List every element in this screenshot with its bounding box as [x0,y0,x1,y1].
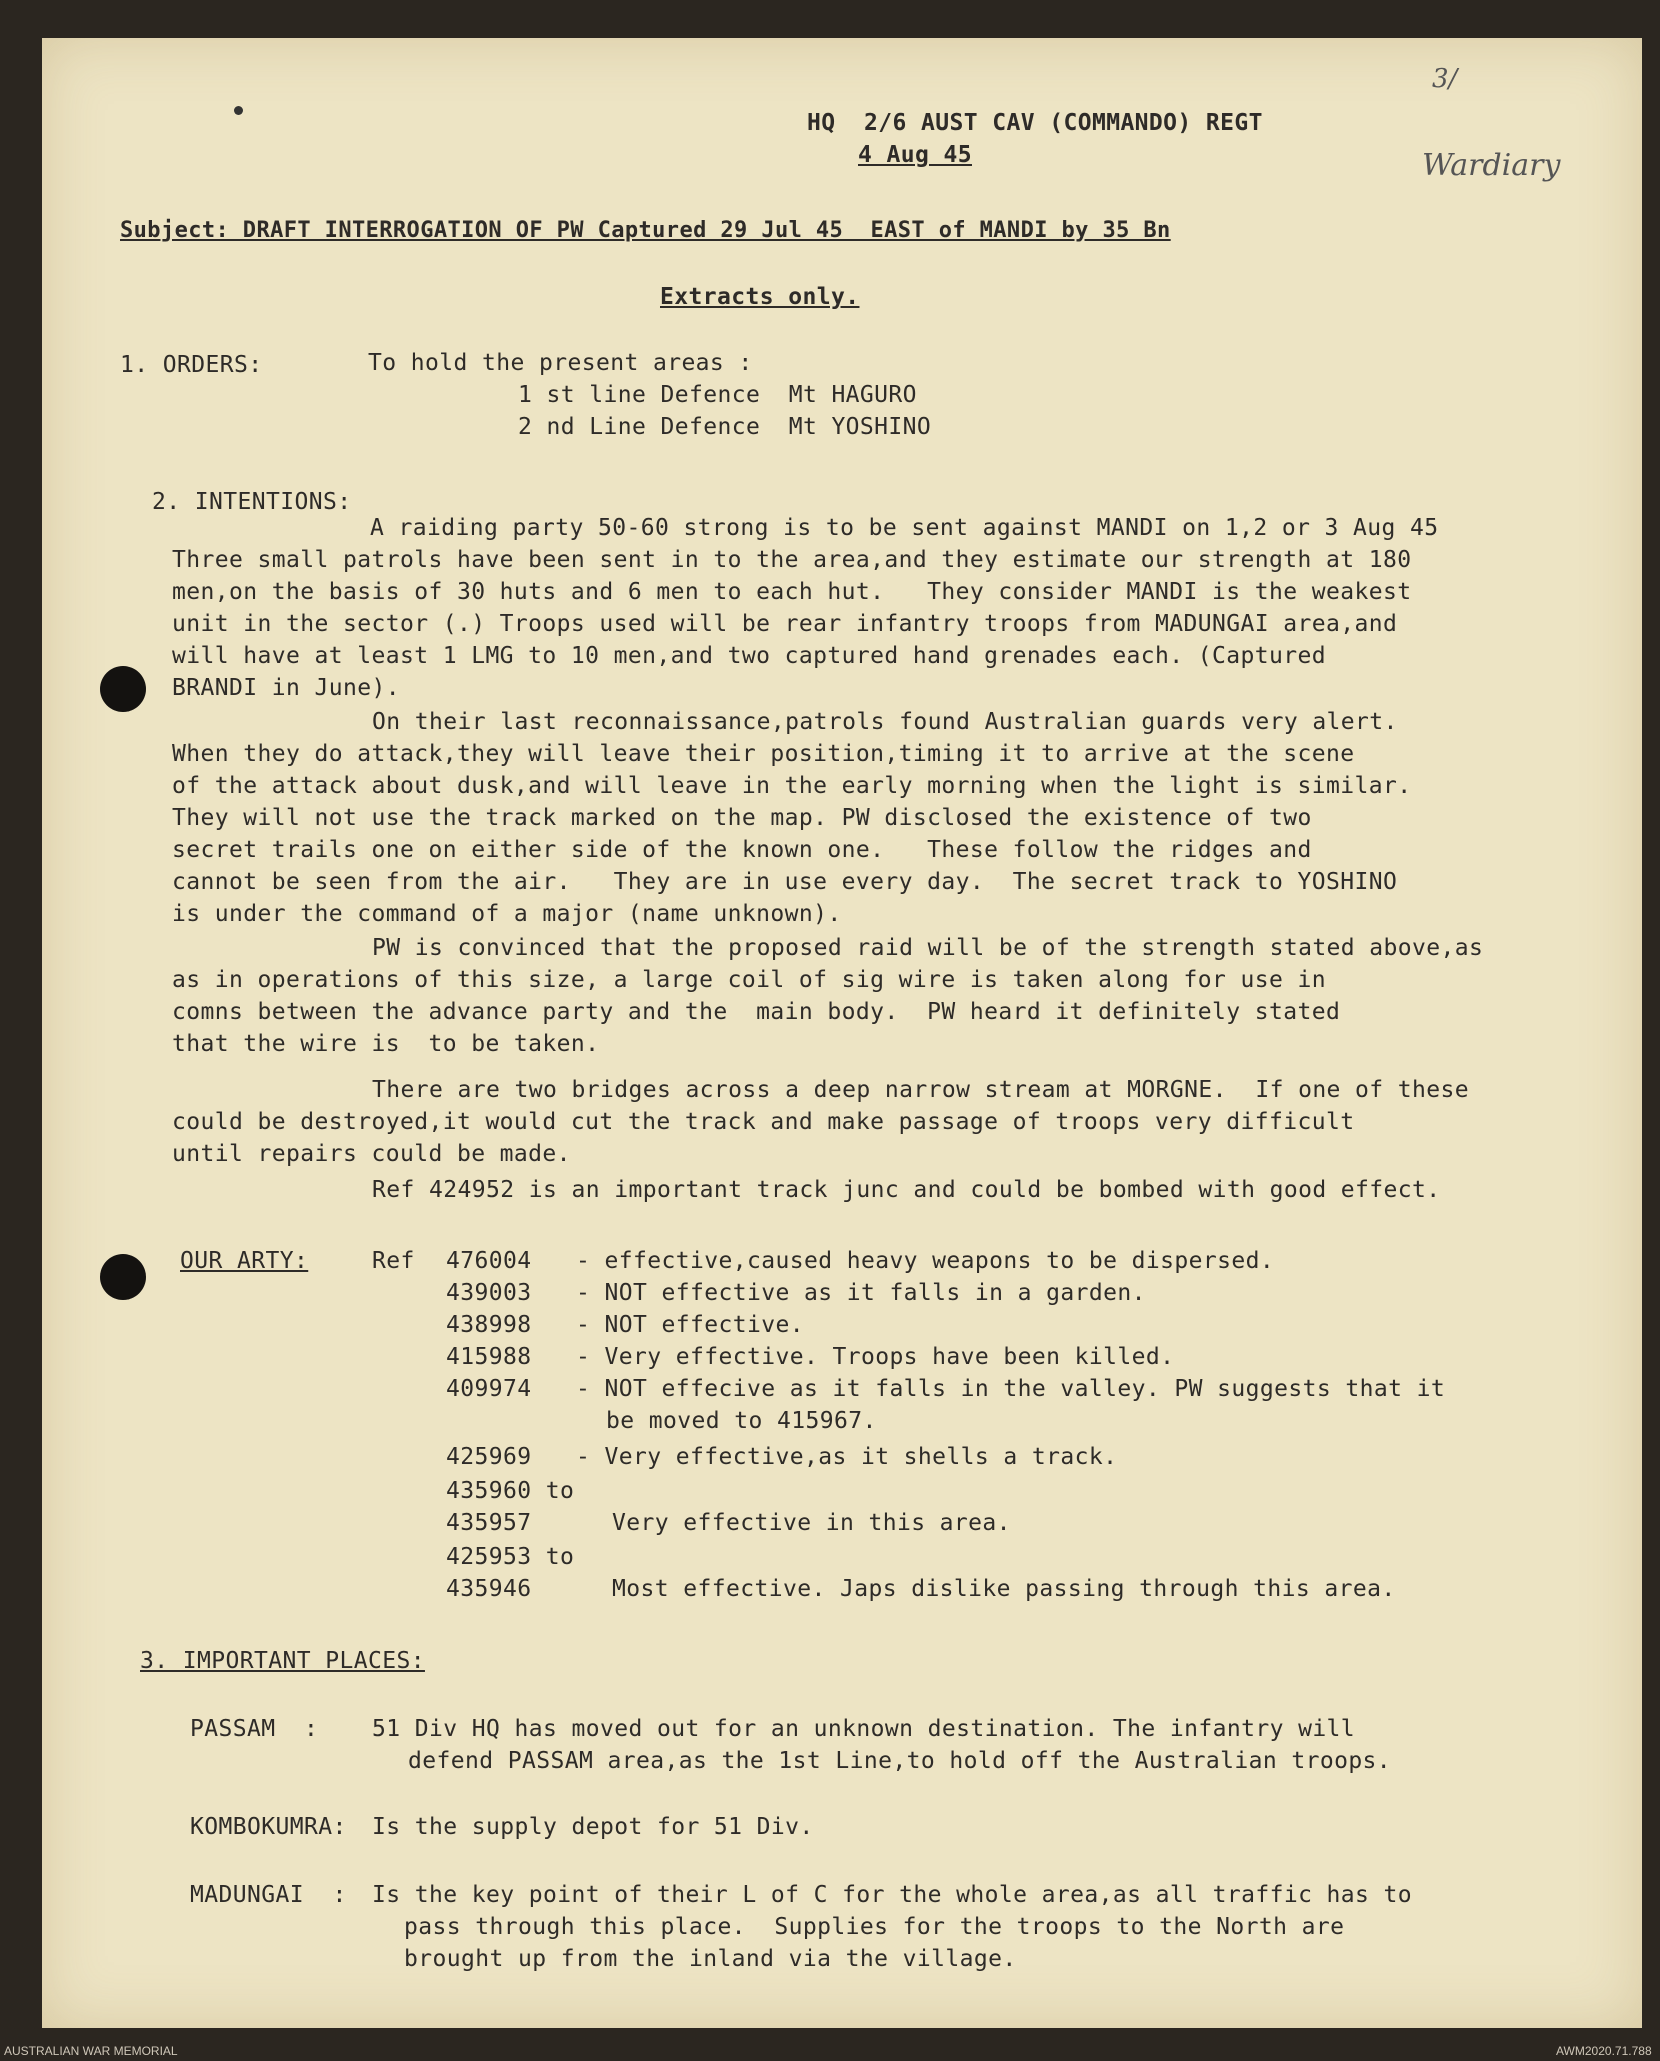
punch-hole-top [100,666,146,712]
place-line: Is the key point of their L of C for the whole area,as all traffic has to [372,1882,1413,1908]
place-name: KOMBOKUMRA: [190,1814,347,1840]
arty-note: - NOT effecive as it falls in the valley. PW suggests that it [576,1376,1446,1402]
intentions-line: BRANDI in June). [172,675,400,701]
archive-id: AWM2020.71.788 [1556,2044,1652,2058]
arty-note: - effective,caused heavy weapons to be dispersed. [576,1248,1275,1274]
orders-line: 1 st line Defence Mt HAGURO [518,382,917,408]
arty-ref: 435946 [446,1576,532,1602]
intentions-line: When they do attack,they will leave their position,timing it to arrive at the scene [172,741,1355,767]
arty-ref: 425953 to [446,1544,575,1570]
place-name: PASSAM : [190,1716,319,1742]
arty-ref: 409974 [446,1376,532,1402]
place-name: MADUNGAI : [190,1882,347,1908]
orders-line: To hold the present areas : [368,350,753,376]
arty-note: - NOT effective as it falls in a garden. [576,1280,1146,1306]
arty-note: Very effective in this area. [612,1510,1011,1536]
place-line: Is the supply depot for 51 Div. [372,1814,814,1840]
place-line: defend PASSAM area,as the 1st Line,to hold off the Australian troops. [408,1748,1392,1774]
subject-line: Subject: DRAFT INTERROGATION OF PW Captured 29 Jul 45 EAST of MANDI by 35 Bn [120,218,1171,243]
handwritten-note: Wardiary [1422,148,1561,183]
intentions-line: They will not use the track marked on the map. PW disclosed the existence of two [172,805,1312,831]
intentions-line: comns between the advance party and the main body. PW heard it definitely stated [172,999,1341,1025]
intentions-line: unit in the sector (.) Troops used will be rear infantry troops from MADUNGAI area,and [172,611,1398,637]
intentions-line: cannot be seen from the air. They are in use every day. The secret track to YOSHINO [172,869,1398,895]
intentions-line: There are two bridges across a deep narrow stream at MORGNE. If one of these [372,1077,1470,1103]
document-date: 4 Aug 45 [858,142,972,168]
intentions-line: could be destroyed,it would cut the track and make passage of troops very difficult [172,1109,1355,1135]
ink-mark [234,106,243,115]
arty-ref: 435957 [446,1510,532,1536]
arty-note: - Very effective,as it shells a track. [576,1444,1118,1470]
orders-label: 1. ORDERS: [120,352,263,378]
place-line: brought up from the inland via the village. [404,1946,1017,1972]
intentions-line: will have at least 1 LMG to 10 men,and two captured hand grenades each. (Captured [172,643,1327,669]
arty-ref: 415988 [446,1344,532,1370]
intentions-line: On their last reconnaissance,patrols found Australian guards very alert. [372,709,1398,735]
place-line: 51 Div HQ has moved out for an unknown destination. The infantry will [372,1716,1356,1742]
intentions-line: until repairs could be made. [172,1141,571,1167]
handwritten-ref: 3/ [1432,64,1458,94]
arty-note: - Very effective. Troops have been killed. [576,1344,1175,1370]
arty-ref: 439003 [446,1280,532,1306]
archive-credit: AUSTRALIAN WAR MEMORIAL [4,2044,178,2058]
orders-line: 2 nd Line Defence Mt YOSHINO [518,414,932,440]
intentions-line: Three small patrols have been sent in to the area,and they estimate our strength at 180 [172,547,1412,573]
punch-hole-bottom [100,1254,146,1300]
place-line: pass through this place. Supplies for the troops to the North are [404,1914,1345,1940]
arty-ref: 438998 [446,1312,532,1338]
extracts-note: Extracts only. [660,284,860,310]
arty-label: OUR ARTY: [180,1248,309,1274]
intentions-line: A raiding party 50-60 strong is to be sent against MANDI on 1,2 or 3 Aug 45 [370,515,1439,541]
arty-note: - NOT effective. [576,1312,804,1338]
intentions-label: 2. INTENTIONS: [152,489,352,515]
arty-ref: 425969 [446,1444,532,1470]
intentions-line: secret trails one on either side of the known one. These follow the ridges and [172,837,1312,863]
arty-ref: 435960 to [446,1478,575,1504]
arty-ref: 476004 [446,1248,532,1274]
intentions-line: men,on the basis of 30 huts and 6 men to each hut. They consider MANDI is the weakest [172,579,1412,605]
intentions-line: PW is convinced that the proposed raid will be of the strength stated above,as [372,935,1484,961]
intentions-line: as in operations of this size, a large coil of sig wire is taken along for use in [172,967,1327,993]
arty-note: be moved to 415967. [606,1408,877,1434]
arty-ref-label: Ref [372,1248,415,1274]
intentions-line: is under the command of a major (name unknown). [172,901,842,927]
arty-note: Most effective. Japs dislike passing through this area. [612,1576,1396,1602]
intentions-line: Ref 424952 is an important track junc and could be bombed with good effect. [372,1177,1441,1203]
intentions-line: of the attack about dusk,and will leave in the early morning when the light is similar. [172,773,1412,799]
unit-heading: HQ 2/6 AUST CAV (COMMANDO) REGT [807,110,1263,136]
places-label: 3. IMPORTANT PLACES: [140,1648,425,1674]
intentions-line: that the wire is to be taken. [172,1031,600,1057]
